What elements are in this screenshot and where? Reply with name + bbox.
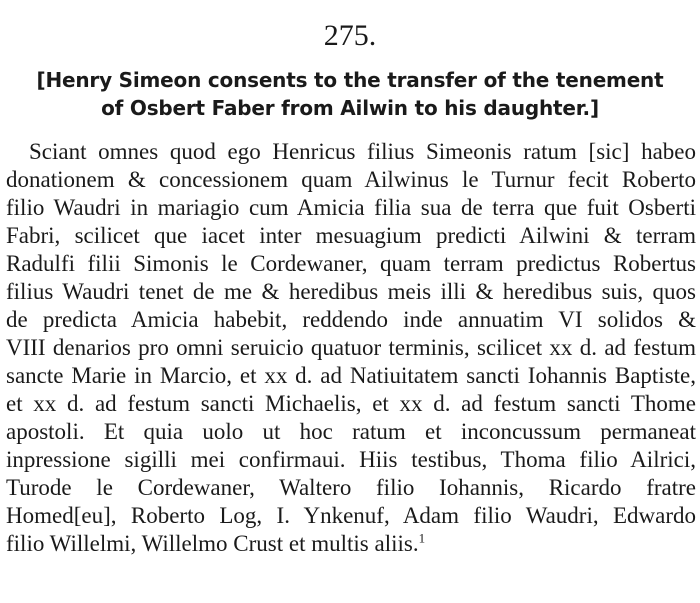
- footnote-marker: 1: [418, 530, 426, 546]
- last-line-text: filio Willelmi, Willelmo Crust et multis aliis.: [6, 531, 419, 556]
- text-line: et xx d. ad festum sancti Michaelis, et xx d. ad festum sancti Thome: [6, 391, 696, 416]
- text-line: VIII denarios pro omni seruicio quatuor terminis, scilicet xx d. ad festum: [6, 335, 696, 360]
- text-line: Turode le Cordewaner, Waltero filio Iohannis, Ricardo fratre: [6, 475, 696, 500]
- text-line: sancte Marie in Marcio, et xx d. ad Natiuitatem sancti Iohannis Baptiste,: [6, 363, 696, 388]
- text-line: inpressione sigilli mei confirmaui. Hiis testibus, Thoma filio Ailrici,: [6, 447, 696, 472]
- charter-text: [6, 138, 696, 558]
- text-line: Fabri, scilicet que iacet inter mesuagium predicti Ailwini & terram: [6, 223, 696, 248]
- text-line: filio Waudri in mariagio cum Amicia filia sua de terra que fuit Osberti: [6, 195, 696, 220]
- text-line: de predicta Amicia habebit, reddendo inde annuatim VI solidos &: [6, 307, 696, 332]
- text-line: donationem & concessionem quam Ailwinus le Turnur fecit Roberto: [6, 167, 696, 192]
- document-number: 275.: [323, 19, 377, 52]
- text-line: apostoli. Et quia uolo ut hoc ratum et inconcussum permaneat: [6, 419, 696, 444]
- text-line: Homed[eu], Roberto Log, I. Ynkenuf, Adam filio Waudri, Edwardo: [6, 503, 696, 528]
- heading-line-1: [Henry Simeon consents to the transfer of the tenement: [36, 68, 664, 92]
- heading-line-2: of Osbert Faber from Ailwin to his daughter.]: [101, 96, 599, 120]
- text-line: Radulfi filii Simonis le Cordewaner, quam terram predictus Robertus: [6, 251, 696, 276]
- document-heading: [10, 66, 690, 122]
- text-line: filius Waudri tenet de me & heredibus meis illi & heredibus suis, quos: [6, 279, 696, 304]
- text-line-last: [6, 530, 696, 558]
- text-line: Sciant omnes quod ego Henricus filius Simeonis ratum [sic] habeo: [29, 139, 696, 164]
